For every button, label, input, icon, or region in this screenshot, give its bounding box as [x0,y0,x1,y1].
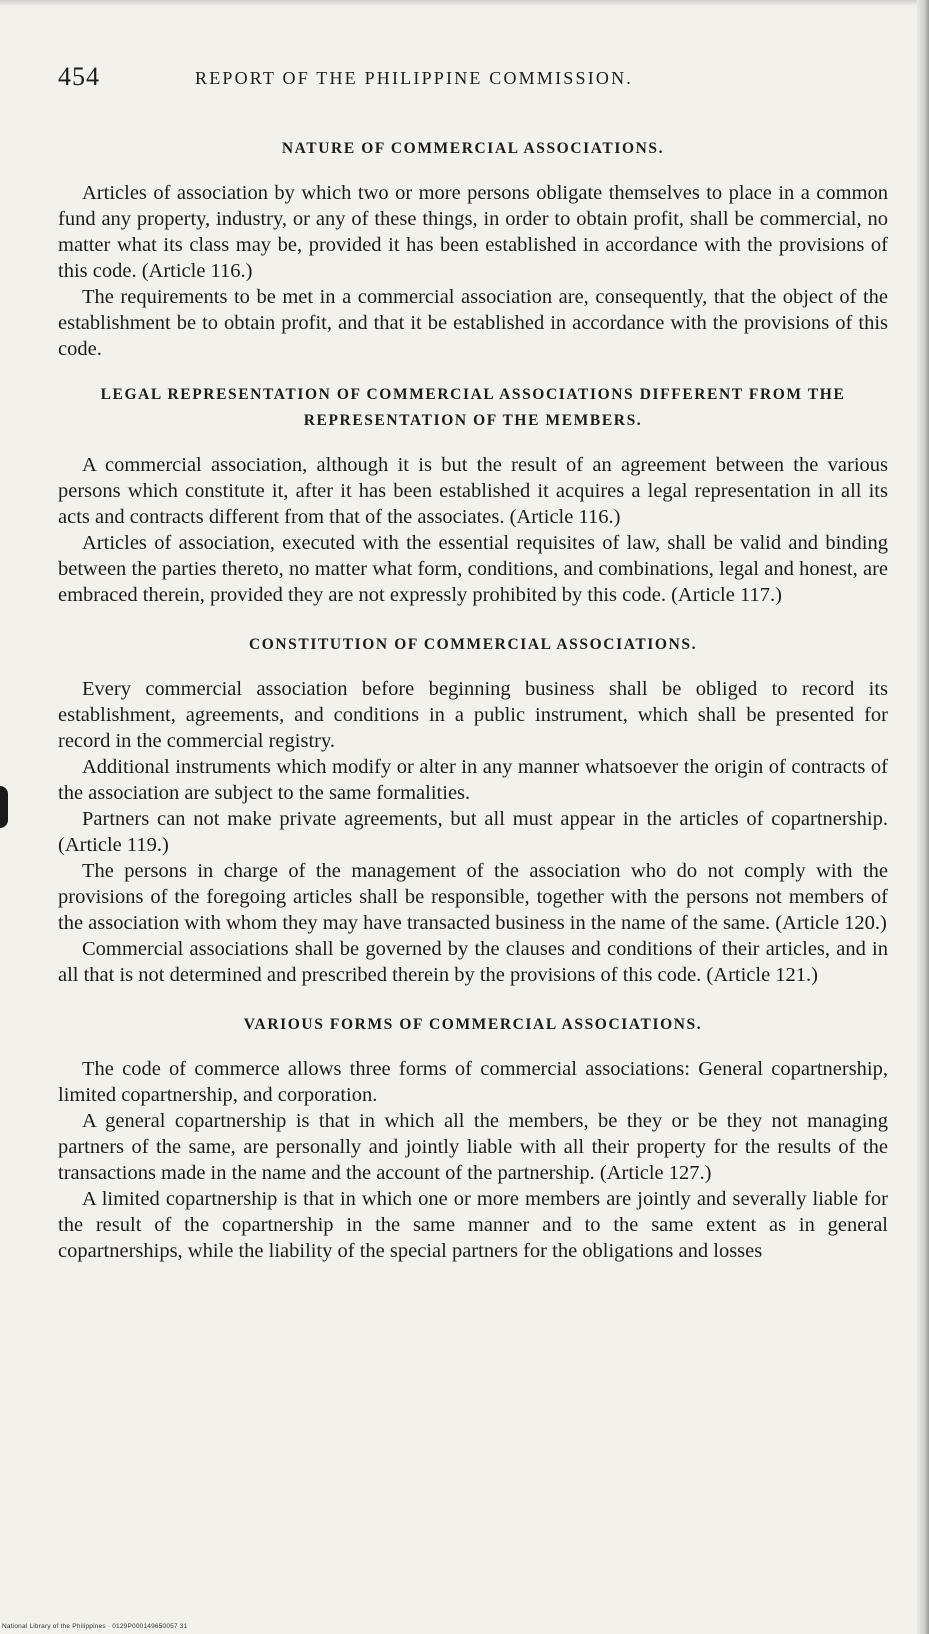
library-imprint: National Library of the Philippines · 0129P000149650057 31 [2,1623,188,1630]
paragraph: The requirements to be met in a commercial association are, consequently, that the object of the establishment be to obtain profit, and that it be established in accordance with the provisions of this code. [58,286,888,360]
paragraph: Partners can not make private agreements, but all must appear in the articles of copartnership. (Article 119.) [58,808,888,856]
running-head [58,62,888,102]
paragraph: Articles of association by which two or more persons obligate themselves to place in a common fund any property, industry, or any of these things, in order to obtain profit, shall be commercial, no matter what its class may be, provided it has been established in accordance with the provisions of this code. (Article 116.) [58,182,888,282]
page-number: 454 [58,62,100,91]
scan-edge-top [0,0,929,6]
section-constitution [58,632,888,988]
paragraph: A general copartnership is that in which all the members, be they or be they not managing partners of the same, are personally and jointly liable with all their property for the results of the transactions made in the name and the account of the partnership. (Article 127.) [58,1110,888,1184]
paragraph: The code of commerce allows three forms of commercial associations: General copartnership, limited copartnership, and corporation. [58,1058,888,1106]
paragraph: Commercial associations shall be governed by the clauses and conditions of their articles, and in all that is not determined and prescribed therein by the provisions of this code. (Article 121.) [58,938,888,986]
paragraph: A commercial association, although it is but the result of an agreement between the various persons which constitute it, after it has been established it acquires a legal representation in all its acts and contracts different from that of the associates. (Article 116.) [58,454,888,528]
paragraph: Articles of association, executed with the essential requisites of law, shall be valid and binding between the parties thereto, no matter what form, conditions, and combinations, legal and honest, are embraced therein, provided they are not expressly prohibited by this code. (Article 117.) [58,532,888,606]
paragraph: Every commercial association before beginning business shall be obliged to record its establishment, agreements, and conditions in a public instrument, which shall be presented for record in the commercial registry. [58,678,888,752]
paragraph: The persons in charge of the management of the association who do not comply with the provisions of the foregoing articles shall be responsible, together with the persons not members of the association with whom they may have transacted business in the name of the same. (Article 120.) [58,860,888,934]
section-heading: VARIOUS FORMS OF COMMERCIAL ASSOCIATIONS. [243,1016,703,1033]
running-title: REPORT OF THE PHILIPPINE COMMISSION. [195,68,634,88]
ink-mark [0,786,8,828]
section-heading: NATURE OF COMMERCIAL ASSOCIATIONS. [281,140,665,157]
section-various-forms [58,1012,888,1264]
document-page [58,62,888,1264]
scan-edge-right [917,0,929,1634]
section-legal-representation [58,382,888,608]
paragraph: A limited copartnership is that in which one or more members are jointly and severally liable for the result of the copartnership in the same manner and to the same extent as in general copartnerships, while the liability of the special partners for the obligations and losses [58,1188,888,1262]
section-nature [58,136,888,362]
section-heading: LEGAL REPRESENTATION OF COMMERCIAL ASSOCIATIONS DIFFERENT FROM THE REPRESENTATION OF THE MEMBERS. [100,386,846,429]
section-heading: CONSTITUTION OF COMMERCIAL ASSOCIATIONS. [248,636,698,653]
paragraph: Additional instruments which modify or alter in any manner whatsoever the origin of contracts of the association are subject to the same formalities. [58,756,888,804]
